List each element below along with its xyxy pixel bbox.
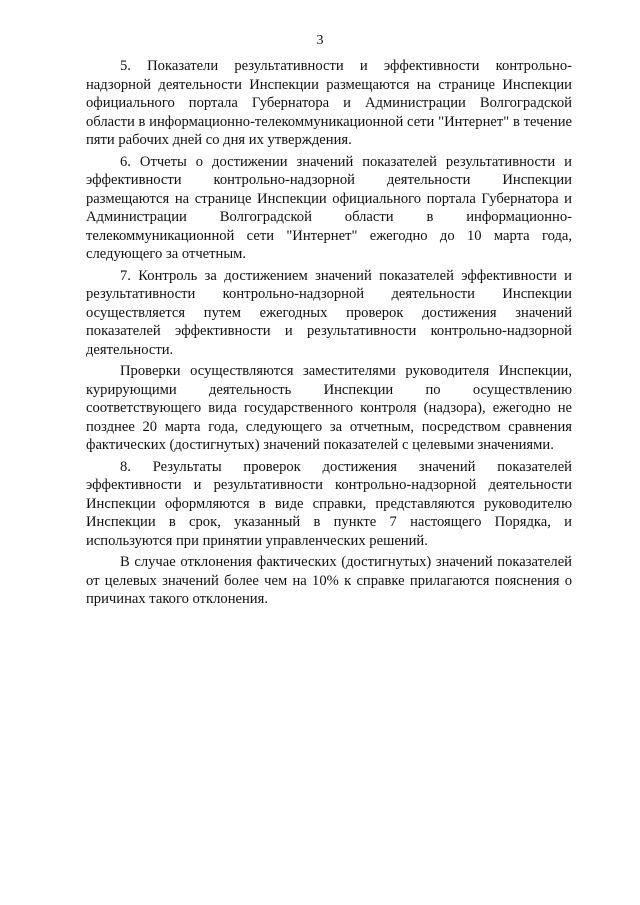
paragraph-deviation: В случае отклонения фактических (достигнутых) значений показателей от целевых значений более чем на 10% к справке прилагаются пояснения о причинах такого отклонения. <box>86 554 572 607</box>
paragraph-item-8: 8. Результаты проверок достижения значений показателей эффективности и результативности контрольно-надзорной деятельности Инспекции оформляются в виде справки, представляются руководителю Инспекции в срок, указанный в пункте 7 настоящего Порядка, и используются при принятии управленческих решений. <box>86 458 572 549</box>
document-body <box>86 57 572 609</box>
paragraph-inspections: Проверки осуществляются заместителями руководителя Инспекции, курирующими деятельность Инспекции по осуществлению соответствующего вида государственного контроля (надзора), ежегодно не позднее 20 марта года, следующего за отчетным, посредством сравнения фактических (достигнутых) значений показателей с целевыми значениями. <box>86 363 572 453</box>
page-number: 3 <box>316 33 324 48</box>
paragraph-item-6: 6. Отчеты о достижении значений показателей результативности и эффективности контрольно-надзорной деятельности Инспекции размещаются на странице Инспекции официального портала Губернатора и Администрации Волгоградской области в информационно-телекоммуникационной сети "Интернет" ежегодно до 10 марта года, следующего за отчетным. <box>86 153 572 262</box>
paragraph-item-5: 5. Показатели результативности и эффективности контрольно-надзорной деятельности Инспекции размещаются на странице Инспекции официального портала Губернатора и Администрации Волгоградской области в информационно-телекоммуникационной сети "Интернет" в течение пяти рабочих дней со дня их утверждения. <box>86 58 572 148</box>
paragraph-item-7: 7. Контроль за достижением значений показателей эффективности и результативности контрольно-надзорной деятельности Инспекции осуществляется путем ежегодных проверок достижения значений показателей эффективности и результативности контрольно-надзорной деятельности. <box>86 267 572 358</box>
